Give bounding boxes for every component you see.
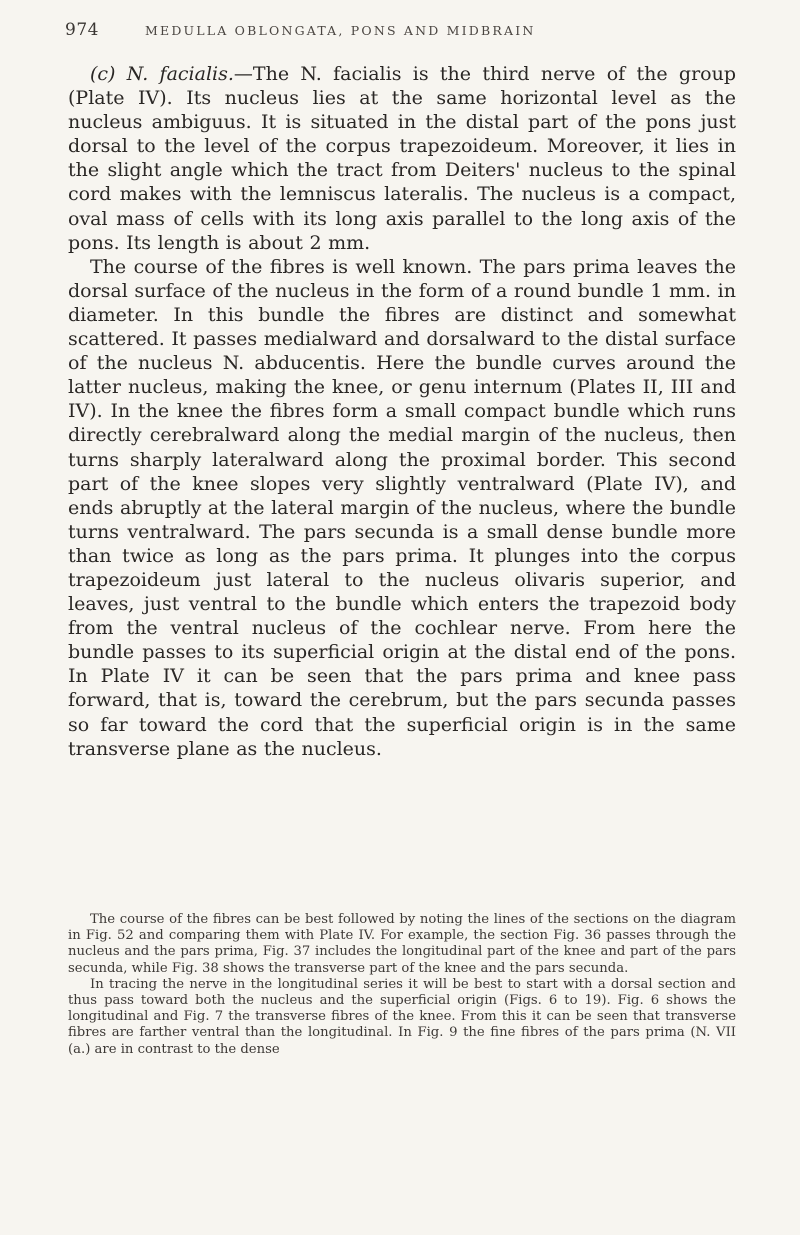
section-label: (c) N. facialis.	[90, 63, 234, 85]
page-number: 974	[65, 20, 99, 40]
paragraph-fibre-course: The course of the fibres is well known. The pars prima leaves the dorsal surface of the nucleus in the form of a round bundle 1 mm. in diameter. In this bundle the fibres are distinct and somewhat scattered. It passes medialward and dorsalward to the distal surface of the nucleus N. abducentis. Here the bundle curves around the latter nucleus, making the knee, or genu internum (Plates II, III and IV). In the knee the fibres form a small compact bundle which runs directly cerebralward along the medial margin of the nucleus, then turns sharply lateralward along the proximal border. This second part of the knee slopes very slightly ventralward (Plate IV), and ends abruptly at the lateral margin of the nucleus, where the bundle turns ventralward. The pars secunda is a small dense bundle more than twice as long as the pars prima. It plunges into the corpus trapezoideum just lateral to the nucleus olivaris superior, and leaves, just ventral to the bundle which enters the trapezoid body from the ventral nucleus of the cochlear nerve. From here the bundle passes to its superficial origin at the distal end of the pons. In Plate IV it can be seen that the pars prima and knee pass forward, that is, toward the cerebrum, but the pars secunda passes so far toward the cord that the superficial origin is in the same transverse plane as the nucleus.	[68, 255, 736, 760]
paragraph-text: —The N. facialis is the third nerve of the group (Plate IV). Its nucleus lies at the same horizontal level as the nucleus ambiguus. It is situated in the distal part of the pons just dorsal to the level of the corpus trapezoideum. Moreover, it lies in the slight angle which the tract from Deiters' nucleus to the spinal cord makes with the lemniscus lateralis. The nucleus is a compact, oval mass of cells with its long axis parallel to the long axis of the pons. Its length is about 2 mm.	[68, 63, 737, 254]
small-print-notes	[68, 912, 736, 1058]
running-title: MEDULLA OBLONGATA, PONS AND MIDBRAIN	[145, 23, 536, 38]
running-head	[65, 20, 735, 44]
main-text	[68, 62, 736, 761]
paragraph-facialis-intro	[68, 62, 736, 255]
small-print-paragraph: The course of the fibres can be best followed by noting the lines of the sections on the diagram in Fig. 52 and comparing them with Plate IV. For example, the section Fig. 36 passes through the nucleus and the pars prima, Fig. 37 includes the longitudinal part of the knee and part of the pars secunda, while Fig. 38 shows the transverse part of the knee and the pars secunda.	[68, 912, 736, 976]
small-print-paragraph: In tracing the nerve in the longitudinal series it will be best to start with a dorsal section and thus pass toward both the nucleus and the superficial origin (Figs. 6 to 19). Fig. 6 shows the longitudinal and Fig. 7 the transverse fibres of the knee. From this it can be seen that transverse fibres are farther ventral than the longitudinal. In Fig. 9 the fine fibres of the pars prima (N. VII (a.) are in contrast to the dense	[68, 976, 736, 1057]
